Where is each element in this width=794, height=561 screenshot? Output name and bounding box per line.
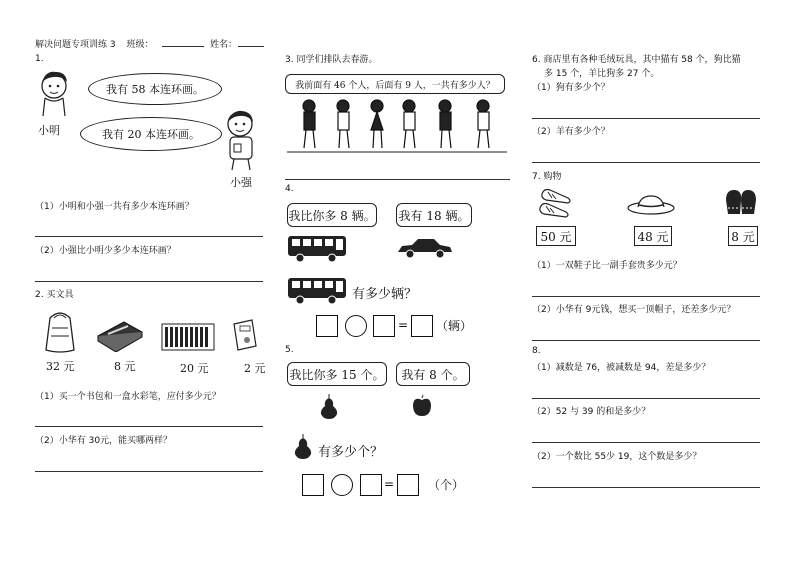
q4-blank-1[interactable] [316,315,338,337]
bus-icon [286,234,348,264]
q6-line1: 6. 商店里有各种毛绒玩具，其中猫有 58 个，狗比猫 [532,55,741,65]
q4-bubble-left [287,203,377,227]
q8-answer-line-3[interactable] [532,487,760,488]
q6-answer-line-1[interactable] [532,118,760,119]
q1-answer-line-1[interactable] [35,236,263,237]
gloves-icon [724,186,758,218]
hat-price: 48 元 [634,226,672,246]
q1-bubble2-text: 我有 20 本连环画。 [102,128,200,141]
q7-answer-line-1[interactable] [532,296,760,297]
pencil-case-icon [94,316,146,352]
shoes-icon [538,186,574,220]
q3-heading: 3. 同学们排队去春游。 [285,55,378,65]
q4-bubble-right [396,203,472,227]
shoes-price: 50 元 [536,226,576,246]
q5-blank-2[interactable] [360,474,382,496]
q5-unit: （个） [428,478,465,492]
q4-result-blank[interactable] [411,315,433,337]
q4-bubble2-text: 我有 18 辆。 [398,208,470,223]
q4-equals: = [398,318,409,332]
backpack-price: 32 元 [46,360,75,373]
q1-bubble-xiaoqiang [80,117,222,151]
gloves-price: 8 元 [728,226,758,246]
q4-operator-blank[interactable] [345,315,367,337]
q3-speech-bubble [285,74,505,94]
q7-sub1: （1）一双鞋子比一副手套贵多少元？ [532,261,682,271]
q8-answer-line-1[interactable] [532,398,760,399]
q3-bubble-text: 我前面有 46 个人，后面有 9 人，一共有多少人？ [295,80,495,91]
pencil-case-price: 8 元 [114,360,136,373]
q5-number: 5. [285,345,294,355]
q6-line2: 多 15 个，羊比狗多 27 个。 [544,69,660,79]
q1-bubble1-text: 我有 58 本连环画。 [106,83,204,96]
worksheet-title [35,37,153,50]
q1-sub2: （2）小强比小明少多少本连环画？ [35,246,176,256]
class-blank[interactable] [162,46,204,47]
xiaoming-name: 小明 [38,124,60,137]
xiaoqiang-name: 小强 [230,176,252,189]
q4-number: 4. [285,184,294,194]
q4-unit: （辆） [436,319,473,333]
xiaoming-illustration [36,64,72,118]
q6-sub1: （1）狗有多少个？ [532,83,610,93]
q5-question: 有多少个？ [318,445,384,460]
name-blank[interactable] [238,46,264,47]
q6-sub2: （2）羊有多少个？ [532,127,610,137]
q1-answer-line-2[interactable] [35,281,263,282]
q5-bubble2-text: 我有 8 个。 [401,367,465,382]
apple-icon [410,394,434,418]
q1-number: 1. [35,54,44,64]
q1-sub1: （1）小明和小强一共有多少本连环画？ [35,202,194,212]
q5-equals: = [384,477,395,491]
q2-sub1: （1）买一个书包和一盒水彩笔，应付多少元？ [35,392,221,402]
title-text: 解决问题专项训练 3 [35,40,116,50]
q2-answer-line-1[interactable] [35,426,263,427]
q5-operator-blank[interactable] [331,474,353,496]
q7-answer-line-2[interactable] [532,340,760,341]
pear-icon-question [292,432,314,460]
name-label: 姓名： [210,40,238,50]
q3-answer-line[interactable] [285,179,510,180]
xiaoqiang-illustration [220,106,262,172]
car-icon [396,236,454,260]
q8-answer-line-2[interactable] [532,442,760,443]
notebook-price: 2 元 [244,362,266,375]
q8-number: 8. [532,346,541,356]
q2-answer-line-2[interactable] [35,471,263,472]
pear-icon [318,392,340,420]
hat-icon [626,194,676,216]
class-label: 班级： [126,40,154,50]
q5-result-blank[interactable] [397,474,419,496]
q7-sub2: （2）小华有 9元钱，想买一顶帽子，还差多少元？ [532,305,736,315]
q4-question: 有多少辆？ [352,287,418,302]
q4-bubble1-text: 我比你多 8 辆。 [288,208,376,223]
q8-sub1: （1）减数是 76，被减数是 94，差是多少？ [532,363,711,373]
watercolor-price: 20 元 [180,362,209,375]
backpack-icon [42,308,78,354]
q6-answer-line-2[interactable] [532,162,760,163]
q5-bubble-left [287,362,387,386]
watercolor-pens-icon [160,320,216,352]
q5-blank-1[interactable] [302,474,324,496]
bus-icon-question [286,276,348,306]
notebook-icon [232,318,258,352]
q8-sub2: （2）52 与 39 的和是多少？ [532,407,651,417]
q8-sub3: （2）一个数比 55少 19，这个数是多少？ [532,452,702,462]
q5-bubble-right [396,362,470,386]
q7-heading: 7. 购物 [532,172,562,182]
children-queue-illustration [285,96,509,156]
q2-sub2: （2）小华有 30元，能买哪两样？ [35,436,173,446]
q4-blank-2[interactable] [373,315,395,337]
q1-bubble-xiaoming [88,73,222,105]
q2-heading: 2. 买文具 [35,290,74,300]
q5-bubble1-text: 我比你多 15 个。 [289,367,385,382]
